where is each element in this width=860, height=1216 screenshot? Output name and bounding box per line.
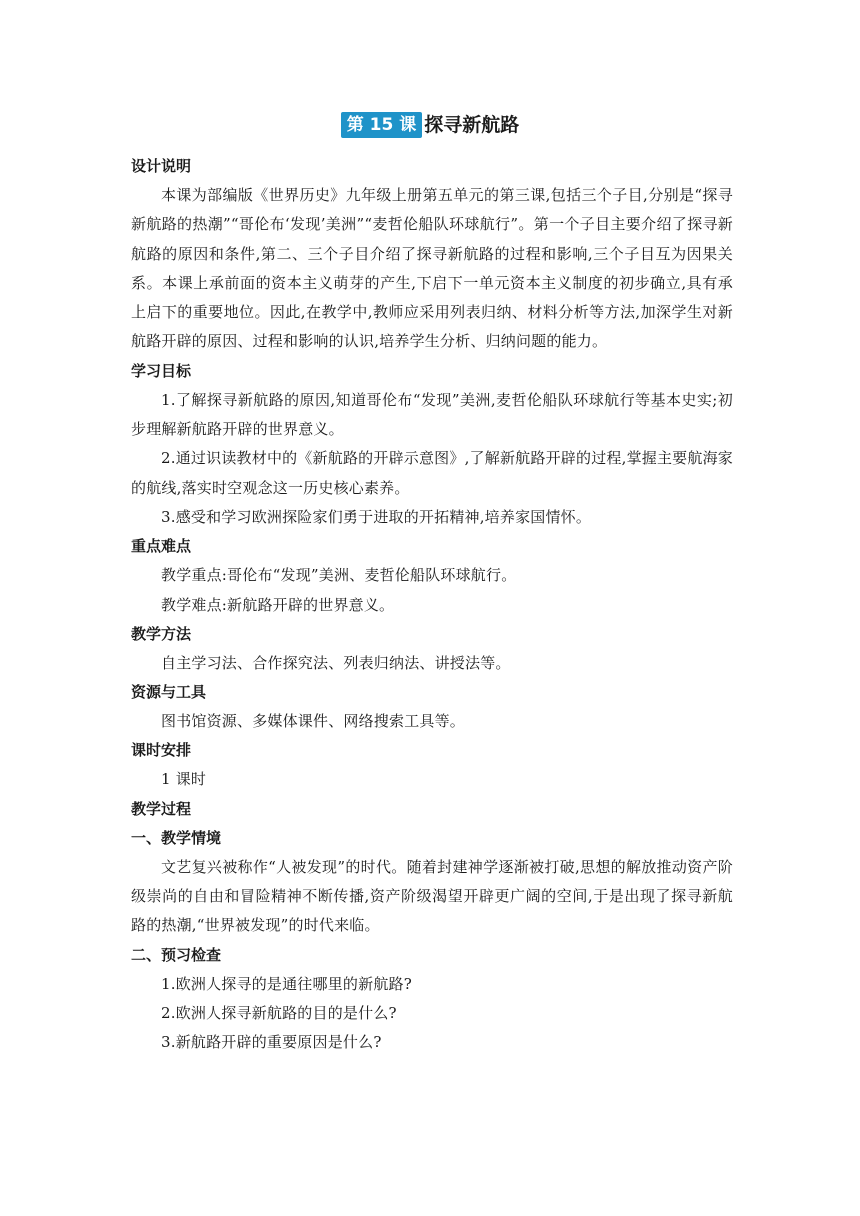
tools-text: 图书馆资源、多媒体课件、网络搜索工具等。 bbox=[161, 712, 466, 731]
situation-paragraph: 文艺复兴被称作“人被发现”的时代。随着封建神学逐渐被打破,思想的解放推动资产阶级崇尚的自由和冒险精神不断传播,资产阶级渴望开辟更广阔的空间,于是出现了探寻新航路的热潮,“世界被发现”的时代来临。 bbox=[131, 857, 733, 935]
section-heading-tools: 资源与工具 bbox=[131, 683, 207, 702]
subsection-heading-situation: 一、教学情境 bbox=[131, 828, 222, 847]
preview-question: 3.新航路开辟的重要原因是什么? bbox=[161, 1033, 382, 1052]
goal-item: 2.通过识读教材中的《新航路的开辟示意图》,了解新航路开辟的过程,掌握主要航海家的航线,落实时空观念这一历史核心素养。 bbox=[131, 449, 733, 497]
section-heading-key: 重点难点 bbox=[131, 537, 192, 556]
lesson-title: 探寻新航路 bbox=[424, 114, 520, 136]
method-text: 自主学习法、合作探究法、列表归纳法、讲授法等。 bbox=[161, 653, 511, 672]
preview-question: 2.欧洲人探寻新航路的目的是什么? bbox=[161, 1003, 397, 1022]
document-body bbox=[131, 152, 733, 1058]
design-paragraph: 本课为部编版《世界历史》九年级上册第五单元的第三课,包括三个子目,分别是“探寻新航路的热潮”“哥伦布‘发现’美洲”“麦哲伦船队环球航行”。第一个子目主要介绍了探寻新航路的原因和条件,第二、三个子目介绍了探寻新航路的过程和影响,三个子目互为因果关系。本课上承前面的资本主义萌芽的产生,下启下一单元资本主义制度的初步确立,具有承上启下的重要地位。因此,在教学中,教师应采用列表归纳、材料分析等方法,加深学生对新航路开辟的原因、过程和影响的认识,培养学生分析、归纳问题的能力。 bbox=[131, 186, 733, 351]
section-heading-schedule: 课时安排 bbox=[131, 741, 192, 760]
section-heading-method: 教学方法 bbox=[131, 624, 192, 643]
subsection-heading-preview: 二、预习检查 bbox=[131, 945, 222, 964]
lesson-title-row bbox=[0, 112, 860, 138]
section-heading-process: 教学过程 bbox=[131, 799, 192, 818]
preview-question: 1.欧洲人探寻的是通往哪里的新航路? bbox=[161, 974, 412, 993]
schedule-text: 1 课时 bbox=[161, 770, 207, 789]
lesson-number-badge: 第 15 课 bbox=[341, 112, 423, 138]
difficult-point: 教学难点:新航路开辟的世界意义。 bbox=[161, 595, 395, 614]
goal-item: 1.了解探寻新航路的原因,知道哥伦布“发现”美洲,麦哲伦船队环球航行等基本史实;初步理解新航路开辟的世界意义。 bbox=[131, 390, 733, 439]
section-heading-design: 设计说明 bbox=[131, 157, 192, 175]
key-point: 教学重点:哥伦布“发现”美洲、麦哲伦船队环球航行。 bbox=[161, 566, 517, 585]
section-heading-goals: 学习目标 bbox=[131, 361, 192, 380]
goal-item: 3.感受和学习欧洲探险家们勇于进取的开拓精神,培养家国情怀。 bbox=[161, 507, 592, 526]
